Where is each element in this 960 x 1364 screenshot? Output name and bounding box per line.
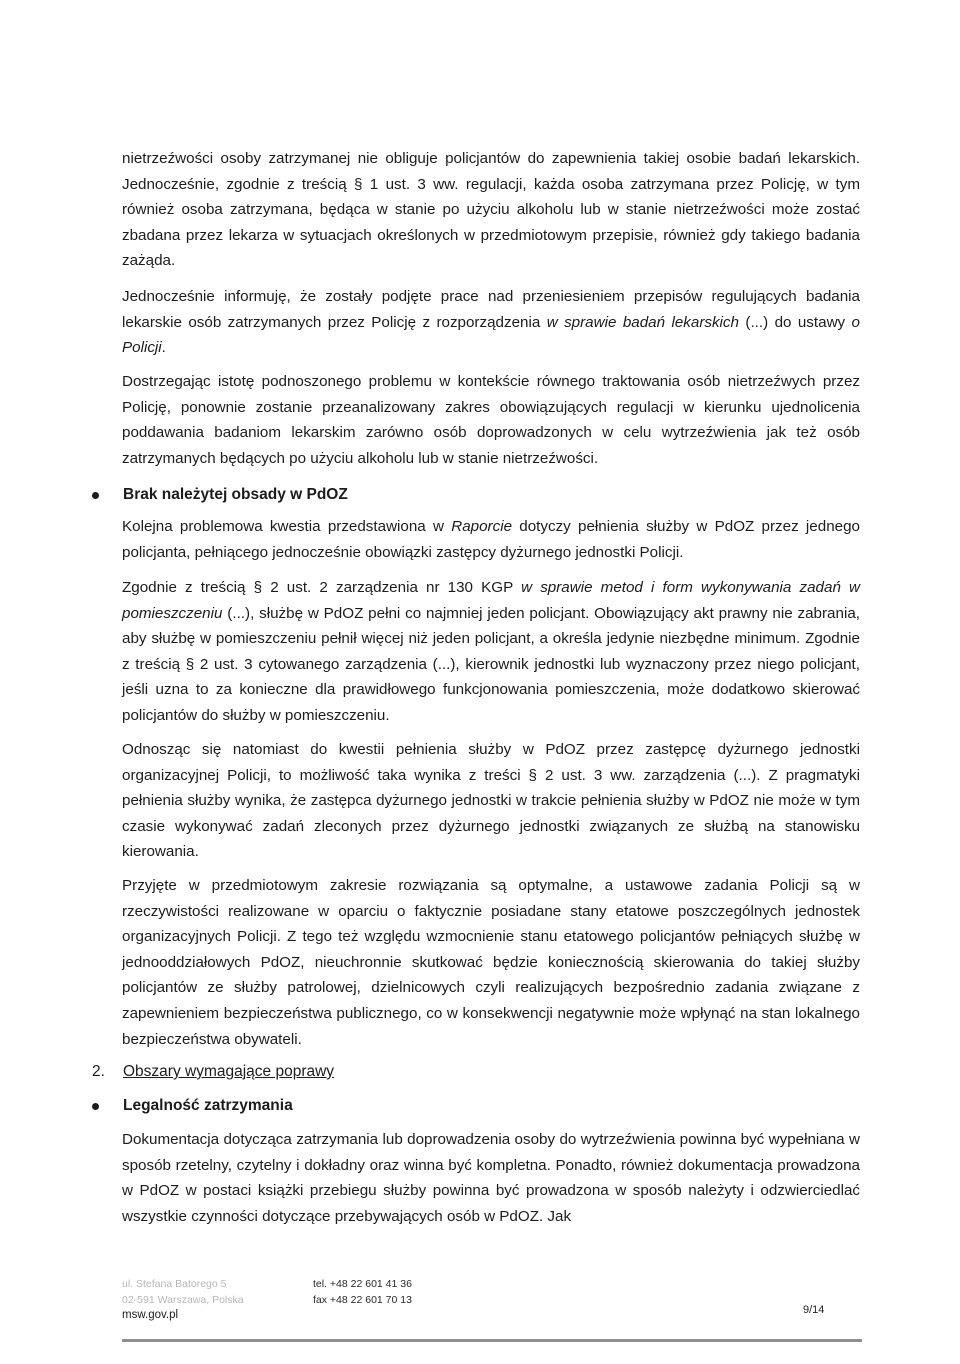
- paragraph: Odnosząc się natomiast do kwestii pełnienia służby w PdOZ przez zastępcę dyżurnego jednostki organizacyjnej Policji, to możliwość taka wynika z treści § 2 ust. 3 ww. zarządzenia (...). Z pragmatyki pełnienia służby wynika, że zastępca dyżurnego jednostki w trakcie pełnienia służby w PdOZ nie może w tym czasie wykonywać zadań zleconych przez dyżurnego jednostki związanych ze służbą na stanowisku kierowania.: [122, 741, 860, 861]
- footer-address: [122, 1277, 244, 1324]
- footer-street: ul. Stefana Batorego 5: [122, 1278, 227, 1290]
- paragraph: [122, 514, 860, 565]
- footer-phone: tel. +48 22 601 41 36: [313, 1278, 412, 1290]
- paragraph-text: Kolejna problemowa kwestia przedstawiona w: [122, 518, 452, 535]
- heading-text: Legalność zatrzymania: [123, 1097, 293, 1114]
- bullet-icon: [92, 1103, 99, 1110]
- paragraph-text: (...) do ustawy: [738, 313, 852, 331]
- heading-text: Brak należytej obsady w PdOZ: [123, 486, 348, 503]
- paragraph-text: Jednocześnie informuję, że zostały podjęte prace nad przeniesieniem przepisów regulujących badania lekarskie osób zatrzymanych przez Policję z rozporządzenia: [122, 288, 860, 331]
- paragraph: Dokumentacja dotycząca zatrzymania lub doprowadzenia osoby do wytrzeźwienia powinna być wypełniana w sposób rzetelny, czytelny i dokładny oraz winna być kompletna. Ponadto, również dokumentacja prowadzona w PdOZ w postaci książki przebiegu służby powinna być prowadzona w sposób należyty i odzwierciedlać wszystkie czynności dotyczące przebywających osób w PdOZ. Jak: [122, 1131, 860, 1225]
- paragraph: Przyjęte w przedmiotowym zakresie rozwiązania są optymalne, a ustawowe zadania Policji są w rzeczywistości realizowane w oparciu o faktycznie posiadane stany etatowe poszczególnych jednostek organizacyjnych Policji. Z tego też względu wzmocnienie stanu etatowego policjantów pełniących służbę w jednooddziałowych PdOZ, nieuchronnie skutkować będzie koniecznością skierowania do takiej służby policjantów ze służby patrolowej, dzielnicowych czyli realizujących bezpośrednio zadania związane z zapewnieniem bezpieczeństwa publicznego, co w konsekwencji negatywnie może wpłynąć na stan lokalnego bezpieczeństwa obywateli.: [122, 877, 860, 1048]
- section-title: Obszary wymagające poprawy: [123, 1063, 335, 1080]
- footer-divider: [122, 1339, 862, 1342]
- section-number: 2.: [92, 1063, 105, 1080]
- footer-fax: fax +48 22 601 70 13: [313, 1293, 412, 1306]
- paragraph-text: (...), służbę w PdOZ pełni co najmniej jeden policjant. Obowiązujący akt prawny nie zabrania, aby służbę w pomieszczeniu pełnił więcej niż jeden policjant, a określa jedynie niezbędne minimum. Zgodnie z treścią § 2 ust. 3 cytowanego zarządzenia (...), kierownik jednostki lub wyznaczony przez niego policjant, jeśli uzna to za konieczne dla prawidłowego funkcjonowania pomieszczenia, może dodatkowo skierować policjantów do służby w pomieszczeniu.: [122, 604, 860, 724]
- paragraph: [122, 284, 860, 361]
- footer-contact: [313, 1277, 412, 1308]
- paragraph-text: Zgodnie z treścią § 2 ust. 2 zarządzenia nr 130 KGP: [122, 579, 522, 596]
- paragraph: [122, 575, 860, 729]
- paragraph: Dostrzegając istotę podnoszonego problemu w kontekście równego traktowania osób nietrzeźwych przez Policję, ponownie zostanie przeanalizowany zakres obowiązujących regulacji w kierunku ujednolicenia poddawania badaniom lekarskim zarówno osób doprowadzonych w celu wytrzeźwienia jak też osób zatrzymanych będących po użyciu alkoholu lub w stanie nietrzeźwości.: [122, 373, 860, 467]
- footer-website: msw.gov.pl: [122, 1309, 179, 1321]
- paragraph: nietrzeźwości osoby zatrzymanej nie obliguje policjantów do zapewnienia takiej osobie badań lekarskich. Jednocześnie, zgodnie z treścią § 1 ust. 3 ww. regulacji, każda osoba zatrzymana przez Policję, w tym również osoba zatrzymana, będąca w stanie po użyciu alkoholu lub w stanie nietrzeźwości może zostać zbadana przez lekarza w sytuacjach określonych w przedmiotowym przepisie, również gdy takiego badania zażąda.: [122, 150, 860, 270]
- act-title: w sprawie badań lekarskich: [546, 313, 739, 331]
- act-title: w sprawie metod i form wykonywania zadań w pomieszczeniu: [122, 579, 860, 622]
- report-title: Raporcie: [451, 518, 513, 535]
- page-number: 9/14: [803, 1304, 825, 1316]
- paragraph-text: .: [161, 339, 166, 357]
- act-title: o Policji: [122, 313, 860, 357]
- bullet-icon: [92, 492, 99, 499]
- paragraph-text: dotyczy pełnienia służby w PdOZ przez jednego policjanta, pełniącego jednocześnie obowiązki zastępcy dyżurnego jednostki Policji.: [122, 518, 860, 561]
- footer-city: 02-591 Warszawa, Polska: [122, 1293, 244, 1306]
